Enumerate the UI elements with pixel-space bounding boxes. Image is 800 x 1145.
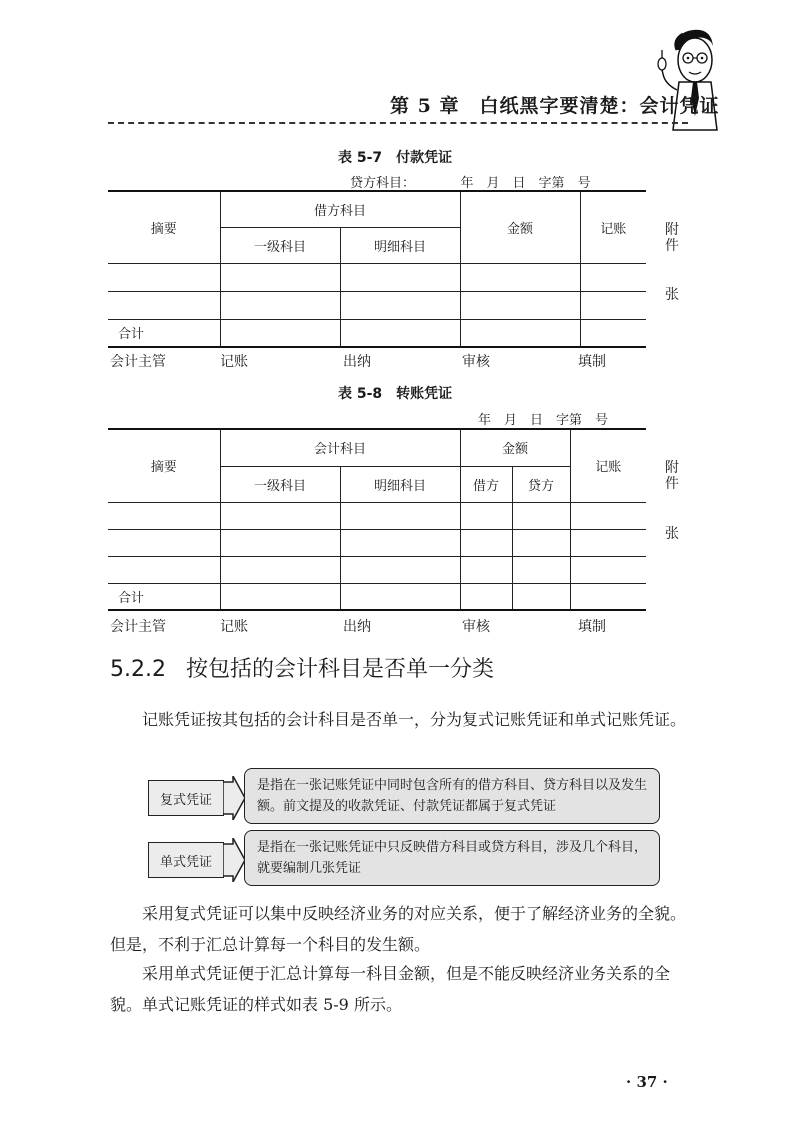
paragraph-compound: 采用复式凭证可以集中反映经济业务的对应关系，便于了解经济业务的全貌。但是，不利于汇总计算每一个科目的发生额。 xyxy=(110,904,687,954)
sheet-label: 张 xyxy=(665,287,679,303)
debit-account-header: 借方科目 xyxy=(220,191,460,227)
level1-header: 一级科目 xyxy=(220,466,340,502)
signature-supervisor: 会计主管 xyxy=(110,619,166,635)
total-label: 合计 xyxy=(108,319,220,347)
arrow-icon xyxy=(223,838,245,882)
debit-header: 借方 xyxy=(460,466,512,502)
section-title: 按包括的会计科目是否单一分类 xyxy=(185,657,494,682)
total-row xyxy=(108,583,646,610)
total-label: 合计 xyxy=(108,583,220,610)
paragraph-single: 采用单式凭证便于汇总计算每一科目金额，但是不能反映经济业务关系的全貌。单式记账凭证的样式如表 5-9 所示。 xyxy=(110,964,671,1014)
signature-reviewer: 审核 xyxy=(462,354,490,370)
level1-header: 一级科目 xyxy=(220,227,340,263)
table-5-7-meta: 贷方科目： 年 月 日 字第 号 xyxy=(350,176,591,191)
compound-voucher-description: 是指在一张记账凭证中同时包含所有的借方科目、贷方科目以及发生额。前文提及的收款凭证、付款凭证都属于复式凭证 xyxy=(244,768,660,824)
attachment-label: 附件 xyxy=(665,460,679,492)
credit-header: 贷方 xyxy=(512,466,570,502)
signature-cashier: 出纳 xyxy=(343,354,371,370)
table-5-7-caption: 表 5-7 付款凭证 xyxy=(338,150,453,166)
signature-bookkeeper: 记账 xyxy=(220,619,248,635)
page-number: · 37 · xyxy=(626,1073,668,1091)
attachment-label: 附件 xyxy=(665,222,679,254)
detail-header: 明细科目 xyxy=(340,466,460,502)
sheet-label: 张 xyxy=(665,526,679,542)
table-5-8 xyxy=(108,428,646,611)
signature-supervisor: 会计主管 xyxy=(110,354,166,370)
summary-header: 摘要 xyxy=(108,191,220,263)
amount-header: 金额 xyxy=(460,191,580,263)
table-row xyxy=(108,502,646,529)
account-header: 会计科目 xyxy=(220,429,460,466)
total-row xyxy=(108,319,646,347)
table-row xyxy=(108,263,646,291)
intro-paragraph: 记账凭证按其包括的会计科目是否单一，分为复式记账凭证和单式记账凭证。 xyxy=(142,710,687,729)
table-5-7 xyxy=(108,190,646,348)
signature-preparer: 填制 xyxy=(578,619,606,635)
table-5-8-caption: 表 5-8 转账凭证 xyxy=(338,386,453,402)
section-heading xyxy=(110,652,494,683)
arrow-icon xyxy=(223,776,245,820)
compound-voucher-label: 复式凭证 xyxy=(148,780,224,816)
section-number: 5.2.2 xyxy=(110,657,166,682)
detail-header: 明细科目 xyxy=(340,227,460,263)
signature-cashier: 出纳 xyxy=(343,619,371,635)
signature-bookkeeper: 记账 xyxy=(220,354,248,370)
table-row xyxy=(108,556,646,583)
single-voucher-description: 是指在一张记账凭证中只反映借方科目或贷方科目，涉及几个科目，就要编制几张凭证 xyxy=(244,830,660,886)
signature-reviewer: 审核 xyxy=(462,619,490,635)
table-row xyxy=(108,529,646,556)
summary-header: 摘要 xyxy=(108,429,220,502)
header-divider xyxy=(108,122,688,124)
amount-header: 金额 xyxy=(460,429,570,466)
table-row xyxy=(108,291,646,319)
table-5-8-meta: 年 月 日 字第 号 xyxy=(478,413,609,428)
single-voucher-label: 单式凭证 xyxy=(148,842,224,878)
chapter-title: 第 5 章 白纸黑字要清楚：会计凭证 xyxy=(390,95,720,117)
posting-header: 记账 xyxy=(580,191,646,263)
signature-preparer: 填制 xyxy=(578,354,606,370)
posting-header: 记账 xyxy=(570,429,646,502)
